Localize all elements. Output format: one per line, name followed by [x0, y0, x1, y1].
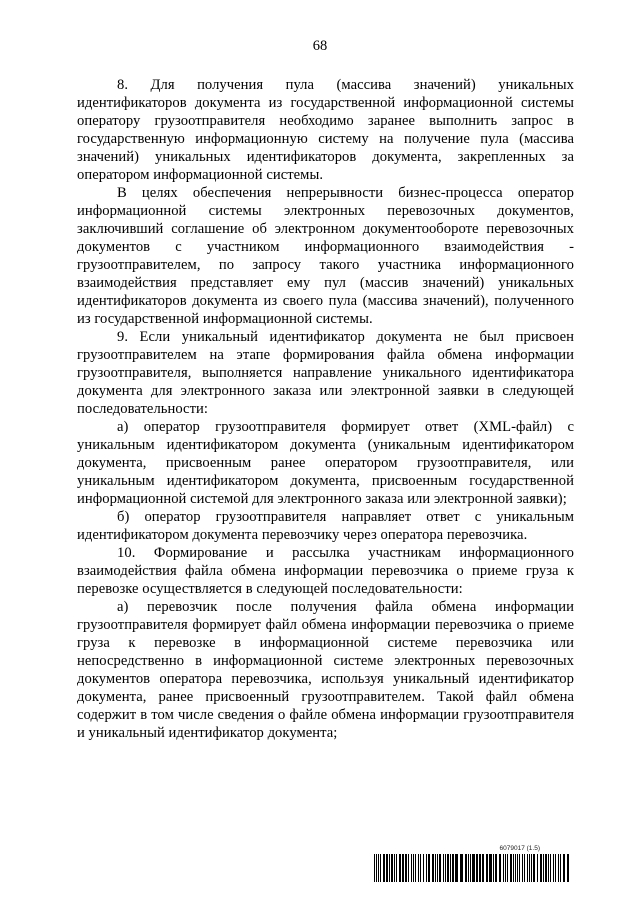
barcode [374, 854, 570, 882]
document-code: 6079017 (1.5) [499, 845, 540, 852]
paragraph-10a: а) перевозчик после получения файла обмена информации грузоотправителя формирует файл обмена информации перевозчика о приеме груза к перевозке в информационной системе перевозчика или непосредственно в информационной системе электронных перевозочных документов оператора перевозчика, используя уникальный идентификатор документа, ранее присвоенный грузоотправителем. Такой файл обмена содержит в том числе сведения о файле обмена информации грузоотправителя и уникальный идентификатор документа; [77, 599, 574, 741]
paragraph-9b: б) оператор грузоотправителя направляет ответ с уникальным идентификатором документа перевозчику через оператора перевозчика. [77, 509, 574, 543]
page-number: 68 [312, 38, 328, 54]
paragraph-continuity: В целях обеспечения непрерывности бизнес-процесса оператор информационной системы электронных перевозочных документов, заключивший соглашение об электронном документообороте перевозочных документов с участником информационного взаимодействия - грузоотправителем, по запросу такого участника информационного взаимодействия представляет ему пул (массив значений) уникальных идентификаторов документа из своего пула (массива значений), полученного из государственной информационной системы. [77, 185, 574, 327]
paragraph-9: 9. Если уникальный идентификатор документа не был присвоен грузоотправителем на этапе формирования файла обмена информации грузоотправителя, выполняется направление уникального идентификатора документа для электронного заказа или электронной заявки в следующей последовательности: [77, 329, 574, 417]
document-body [77, 76, 574, 742]
paragraph-8: 8. Для получения пула (массива значений) уникальных идентификаторов документа из государственной информационной системы оператору грузоотправителя необходимо заранее выполнить запрос в государственную информационную систему на получение пула (массива значений) уникальных идентификаторов документа, закрепленных за оператором информационной системы. [77, 77, 574, 183]
paragraph-9a: а) оператор грузоотправителя формирует ответ (XML-файл) с уникальным идентификатором документа (уникальным идентификатором документа, присвоенным ранее оператором грузоотправителя, или уникальным идентификатором документа, присвоенным государственной информационной системой для электронного заказа или электронной заявки); [77, 419, 574, 507]
paragraph-10: 10. Формирование и рассылка участникам информационного взаимодействия файла обмена информации перевозчика о приеме груза к перевозке осуществляется в следующей последовательности: [77, 545, 574, 597]
